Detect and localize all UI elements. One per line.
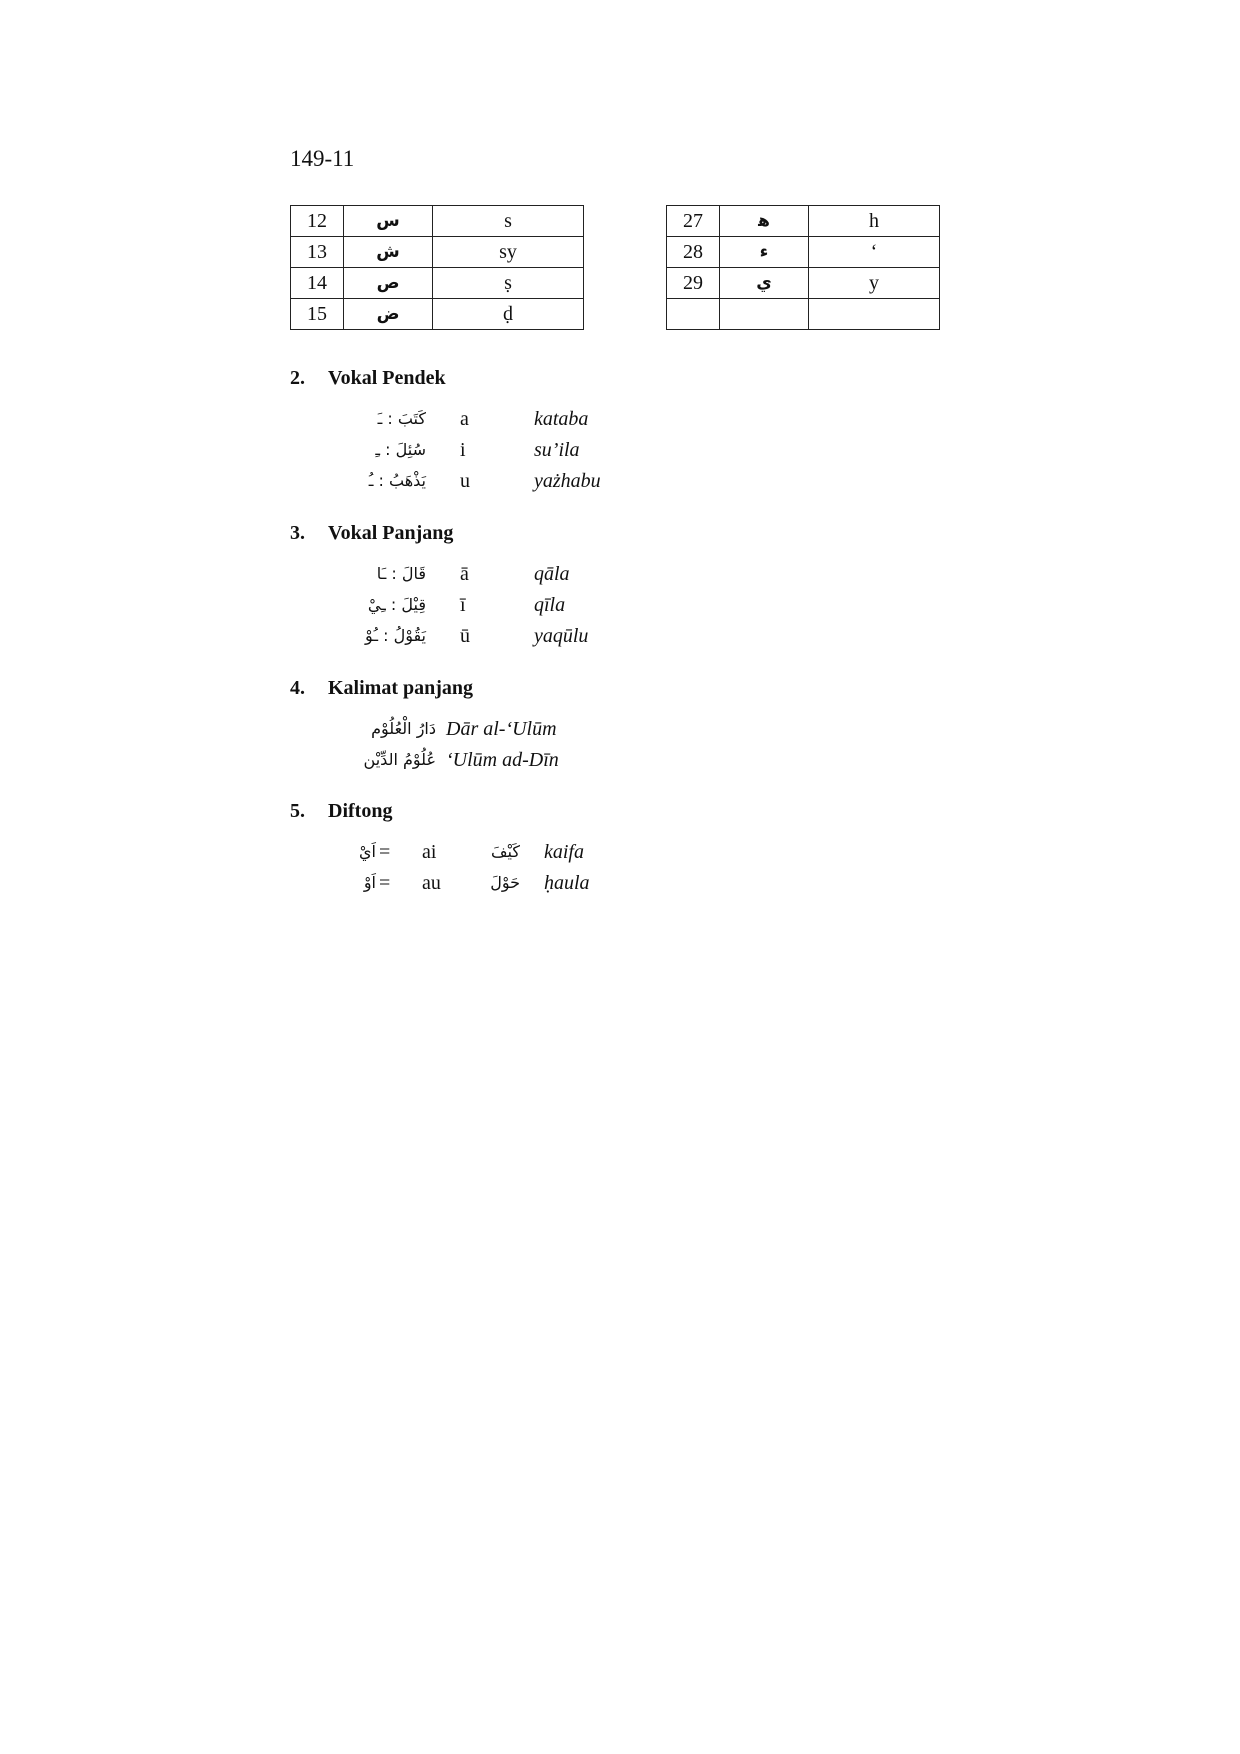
- latin-letter: ḍ: [433, 299, 584, 330]
- vowel-latin: ā: [460, 563, 469, 585]
- section-title: Vokal Panjang: [328, 522, 454, 544]
- latin-letter: ṣ: [433, 268, 584, 299]
- arabic-example: كَيْفَ: [490, 842, 520, 861]
- transliteration-example: kataba: [534, 408, 589, 430]
- vowel-latin: ī: [460, 594, 466, 616]
- section-number: 5.: [290, 800, 305, 822]
- transliteration-table-right: [666, 205, 940, 330]
- section-heading-vokal-panjang: [290, 522, 453, 545]
- transliteration-example: yaqūlu: [534, 625, 589, 647]
- arabic-diphthong: اَوْ: [363, 873, 376, 892]
- arabic-example: كَتَبَ : ـَ: [377, 409, 426, 428]
- transliteration-example: yażhabu: [534, 470, 601, 492]
- section-title: Diftong: [328, 800, 393, 822]
- transliteration-table-left: [290, 205, 584, 330]
- letter-number: 28: [667, 237, 720, 268]
- table-row: [667, 237, 940, 268]
- equals-sign: =: [379, 841, 391, 863]
- arabic-letter: ي: [720, 268, 809, 299]
- table-row: [291, 268, 584, 299]
- section-title: Vokal Pendek: [328, 367, 446, 389]
- latin-letter: y: [809, 268, 940, 299]
- arabic-diphthong: اَيْ: [359, 842, 376, 861]
- arabic-example: حَوْلَ: [490, 873, 520, 892]
- letter-number: 29: [667, 268, 720, 299]
- arabic-letter: ء: [720, 237, 809, 268]
- arabic-letter: [720, 299, 809, 330]
- latin-letter: ‘: [809, 237, 940, 268]
- letter-number: 15: [291, 299, 344, 330]
- table-row: [291, 237, 584, 268]
- letter-number: [667, 299, 720, 330]
- arabic-example: قَالَ : ـَا: [376, 564, 426, 583]
- section-heading-kalimat-panjang: [290, 677, 473, 700]
- section-title: Kalimat panjang: [328, 677, 474, 699]
- arabic-letter: س: [344, 206, 433, 237]
- arabic-example: دَارُ الْعُلُوْم: [371, 719, 436, 738]
- vowel-latin: i: [460, 439, 466, 461]
- transliteration-example: Dār al-‘Ulūm: [446, 718, 557, 740]
- equals-sign: =: [379, 872, 391, 894]
- arabic-example: يَذْهَبُ : ـُ: [368, 471, 426, 490]
- letter-number: 14: [291, 268, 344, 299]
- letter-number: 27: [667, 206, 720, 237]
- section-number: 4.: [290, 677, 305, 699]
- arabic-example: عُلُوْمُ الدِّيْن: [363, 750, 436, 769]
- arabic-letter: ص: [344, 268, 433, 299]
- arabic-example: يَقُوْلُ : ـُوْ: [365, 626, 426, 645]
- table-row: [667, 299, 940, 330]
- page-number: 149-11: [290, 146, 355, 171]
- table-row: [667, 268, 940, 299]
- transliteration-example: qīla: [534, 594, 566, 616]
- table-row: [291, 299, 584, 330]
- transliteration-example: ‘Ulūm ad-Dīn: [446, 749, 559, 771]
- section-number: 3.: [290, 522, 305, 544]
- vowel-latin: ū: [460, 625, 470, 647]
- transliteration-example: qāla: [534, 563, 570, 585]
- latin-letter: s: [433, 206, 584, 237]
- vowel-latin: u: [460, 470, 470, 492]
- transliteration-example: ḥaula: [544, 872, 590, 894]
- vowel-latin: a: [460, 408, 469, 430]
- letter-number: 12: [291, 206, 344, 237]
- table-row: [667, 206, 940, 237]
- arabic-letter: ﮬ: [720, 206, 809, 237]
- latin-letter: sy: [433, 237, 584, 268]
- diphthong-latin: ai: [422, 841, 437, 863]
- table-row: [291, 206, 584, 237]
- arabic-example: قِيْلَ : ـِيْ: [367, 595, 426, 614]
- arabic-letter: ش: [344, 237, 433, 268]
- latin-letter: [809, 299, 940, 330]
- transliteration-example: su’ila: [534, 439, 580, 461]
- transliteration-example: kaifa: [544, 841, 584, 863]
- latin-letter: h: [809, 206, 940, 237]
- arabic-example: سُئِلَ : ـِ: [375, 440, 426, 459]
- section-heading-vokal-pendek: [290, 367, 446, 390]
- arabic-letter: ض: [344, 299, 433, 330]
- section-number: 2.: [290, 367, 305, 389]
- letter-number: 13: [291, 237, 344, 268]
- section-heading-diftong: [290, 800, 392, 823]
- diphthong-latin: au: [422, 872, 441, 894]
